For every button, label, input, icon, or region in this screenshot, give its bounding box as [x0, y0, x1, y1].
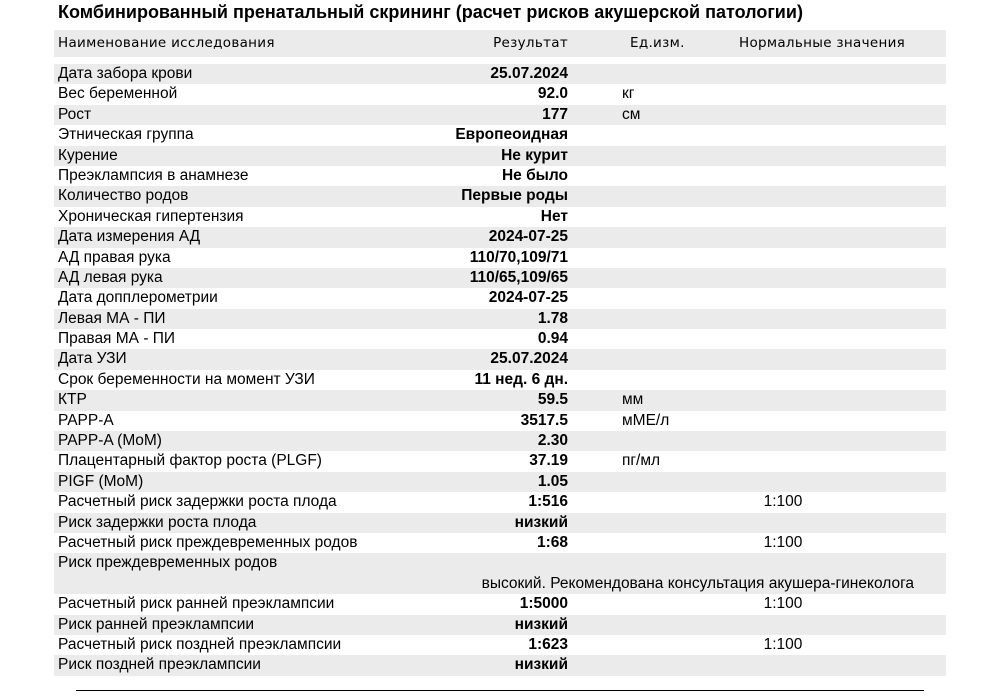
- row-name: Риск ранней преэклампсии: [58, 615, 255, 633]
- row-result: Первые роды: [461, 187, 568, 205]
- row-name: Левая МА - ПИ: [58, 309, 166, 327]
- row-result: 2.30: [537, 432, 568, 450]
- row-name: Количество родов: [58, 187, 189, 205]
- table-row: [54, 146, 946, 166]
- row-result: Не курит: [501, 146, 568, 164]
- row-name: PIGF (MoM): [58, 472, 144, 490]
- row-name: Рост: [58, 105, 92, 123]
- signature-line: [76, 690, 924, 691]
- row-result: 1:516: [528, 493, 568, 511]
- row-name: Срок беременности на момент УЗИ: [58, 370, 315, 388]
- row-name: Плацентарный фактор роста (PLGF): [58, 452, 322, 470]
- table-row: [54, 125, 946, 145]
- table-row: [54, 370, 946, 390]
- row-name: Расчетный риск задержки роста плода: [58, 493, 337, 511]
- row-name: Риск задержки роста плода: [58, 513, 257, 531]
- header-result: Результат: [493, 35, 568, 51]
- row-unit: кг: [622, 85, 635, 103]
- row-norm: 1:100: [763, 635, 803, 653]
- row-name: Преэклампсия в анамнезе: [58, 166, 249, 184]
- row-unit: см: [622, 105, 641, 123]
- row-name: Хроническая гипертензия: [58, 207, 244, 225]
- row-result: 59.5: [537, 391, 568, 409]
- row-result: 11 нед. 6 дн.: [474, 370, 568, 388]
- table-row: [54, 105, 946, 125]
- row-result: 110/70,109/71: [469, 248, 568, 266]
- table-row: [54, 248, 946, 268]
- row-result: 110/65,109/65: [469, 268, 568, 286]
- table-row: [54, 84, 946, 104]
- row-name: PAPP-A: [58, 411, 114, 429]
- row-norm: 1:100: [763, 595, 803, 613]
- row-unit: мм: [622, 391, 644, 409]
- row-result: 37.19: [529, 452, 568, 470]
- table-row: [54, 655, 946, 675]
- row-name: Правая МА - ПИ: [58, 330, 176, 348]
- row-name: PAPP-A (MoM): [58, 432, 162, 450]
- row-name: КТР: [58, 391, 87, 409]
- row-result: низкий: [514, 615, 568, 633]
- row-result: 2024-07-25: [488, 228, 568, 246]
- table-row: [54, 64, 946, 84]
- table-row: [54, 186, 946, 206]
- table-row: [54, 451, 946, 471]
- row-result: 25.07.2024: [490, 65, 568, 82]
- table-row: [54, 329, 946, 349]
- row-result: 1.78: [537, 309, 568, 327]
- row-result: Европеоидная: [455, 126, 568, 144]
- header-name: Наименование исследования: [58, 35, 275, 51]
- row-result: 177: [542, 105, 568, 123]
- table-row: [54, 166, 946, 186]
- table-row: [54, 533, 946, 553]
- row-result: 1:623: [528, 635, 568, 653]
- header-norm: Нормальные значения: [739, 35, 906, 51]
- header-unit: Ед.изм.: [630, 35, 685, 51]
- table-row: [54, 309, 946, 329]
- row-unit: пг/мл: [622, 452, 661, 470]
- row-result: 1:5000: [519, 595, 568, 613]
- table-row: [54, 472, 946, 492]
- row-result: 0.94: [537, 330, 568, 348]
- row-result: 2024-07-25: [488, 289, 568, 307]
- row-name: Риск поздней преэклампсии: [58, 656, 261, 674]
- row-unit: мМЕ/л: [622, 411, 670, 429]
- table-row: [54, 288, 946, 308]
- table-row: [54, 492, 946, 512]
- table-row: [54, 513, 946, 533]
- row-norm: 1:100: [763, 493, 803, 511]
- table-row: [54, 207, 946, 227]
- row-name: Дата УЗИ: [58, 350, 127, 368]
- results-table: [54, 64, 946, 676]
- row-name: Дата допплерометрии: [58, 289, 218, 307]
- table-row: [54, 553, 946, 594]
- table-row: [54, 431, 946, 451]
- row-result: низкий: [514, 656, 568, 674]
- table-header: [54, 30, 946, 57]
- row-comment: высокий. Рекомендована консультация акушера-гинеколога: [481, 574, 914, 592]
- table-row: [54, 390, 946, 410]
- row-norm: 1:100: [763, 533, 803, 551]
- row-name: Дата измерения АД: [58, 228, 201, 246]
- row-result: Не было: [501, 166, 568, 184]
- table-row: [54, 349, 946, 369]
- row-name: Расчетный риск ранней преэклампсии: [58, 595, 335, 613]
- row-name: Этническая группа: [58, 126, 194, 144]
- table-row: [54, 411, 946, 431]
- table-row: [54, 635, 946, 655]
- row-name: АД правая рука: [58, 248, 171, 266]
- page-title: Комбинированный пренатальный скрининг (расчет рисков акушерской патологии): [58, 2, 803, 22]
- row-result: 25.07.2024: [490, 350, 568, 368]
- row-name: Риск преждевременных родов: [58, 554, 278, 572]
- row-name: Расчетный риск преждевременных родов: [58, 533, 358, 551]
- row-result: 3517.5: [520, 411, 568, 429]
- table-row: [54, 268, 946, 288]
- row-name: Вес беременной: [58, 85, 178, 103]
- row-result: Нет: [540, 207, 568, 225]
- row-result: низкий: [514, 513, 568, 531]
- row-name: Курение: [58, 146, 118, 164]
- row-name: Дата забора крови: [58, 65, 193, 82]
- row-name: АД левая рука: [58, 268, 163, 286]
- row-result: 1:68: [536, 533, 568, 551]
- row-result: 1.05: [537, 472, 568, 490]
- table-row: [54, 227, 946, 247]
- table-row: [54, 594, 946, 614]
- row-result: 92.0: [537, 85, 568, 103]
- row-name: Расчетный риск поздней преэклампсии: [58, 635, 342, 653]
- table-row: [54, 615, 946, 635]
